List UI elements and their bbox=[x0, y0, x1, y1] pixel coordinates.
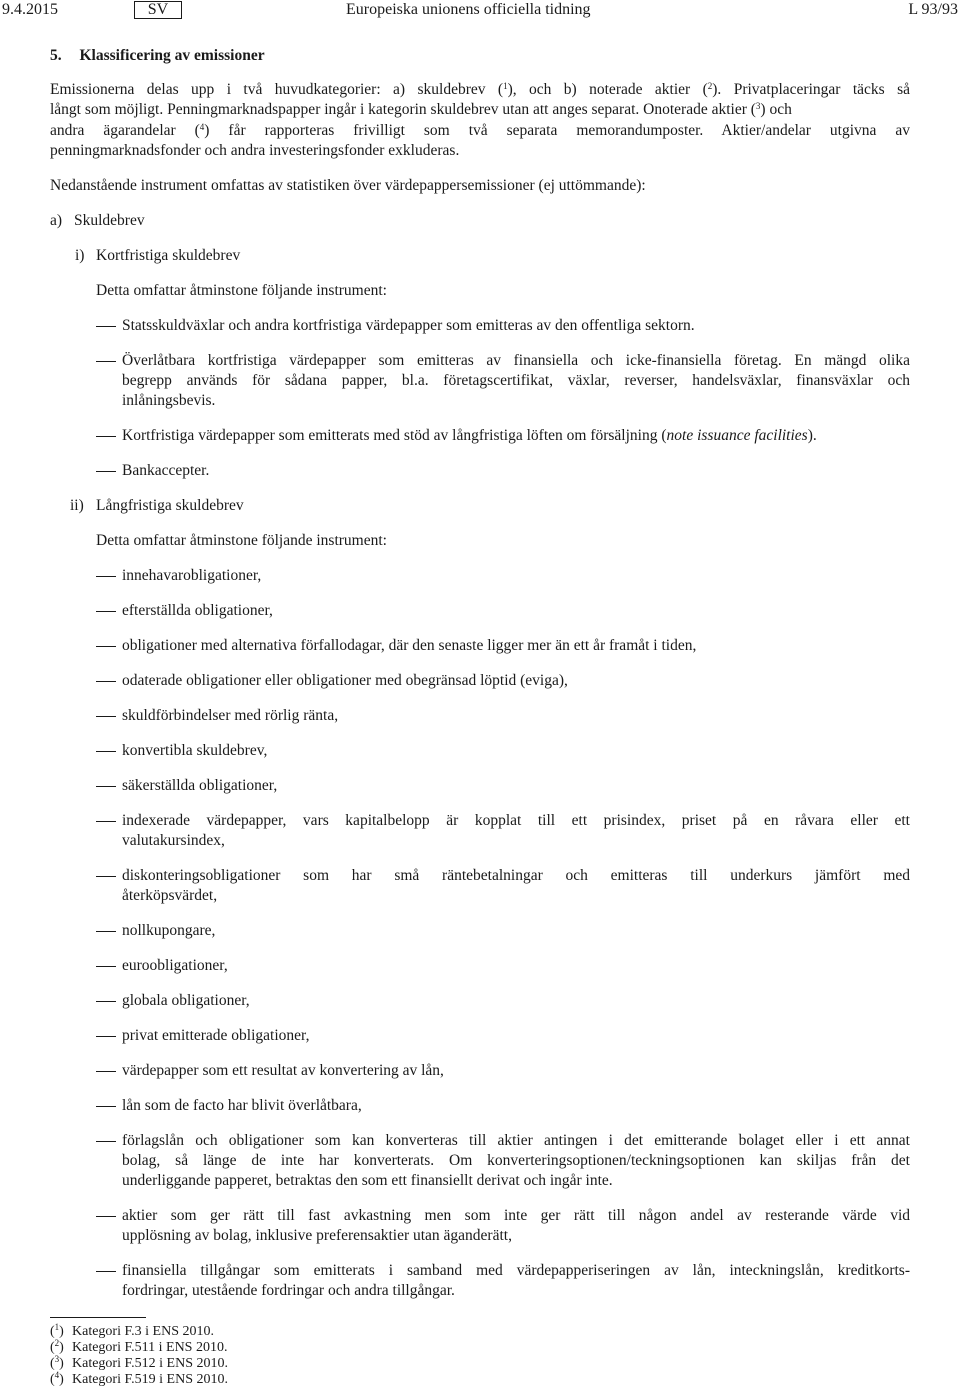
list-item-text: finansiella tillgångar som emitterats i samband med värdepapperiseringen av lån, inteckningslån, kreditkorts- bbox=[122, 1262, 910, 1279]
intro-paragraph-line: Emissionerna delas upp i två huvudkategorier: a) skuldebrev ($^1$), och b) noterade aktier ($^2$). Privatplaceringar täcks så bbox=[50, 81, 910, 98]
list-item-text: obligationer med alternativa förfallodagar, där den senaste ligger mer än ett år framåt i tiden, bbox=[122, 637, 697, 654]
list-item-text: nollkupongare, bbox=[122, 922, 216, 939]
list-item-text: Kortfristiga värdepapper som emitterats med stöd av långfristiga löften om försäljning (note issuance facilities). bbox=[122, 427, 817, 444]
footnote bbox=[50, 1372, 228, 1388]
em-dash-bullet bbox=[96, 1271, 116, 1272]
group-a-marker: a) bbox=[50, 212, 63, 229]
em-dash-bullet bbox=[96, 326, 116, 327]
footnote-number: ($^2$) bbox=[50, 1338, 64, 1355]
list-item-text: bolag, så länge de inte har konverterats. Om konverteringsoptionen/teckningsoptionen kan skiljas från det bbox=[122, 1152, 910, 1169]
em-dash-bullet bbox=[96, 876, 116, 877]
intro-paragraph-line: andra ägarandelar ($^4$) får rapporteras frivilligt som två separata memorandumposter. Aktier/andelar utgivna av bbox=[50, 122, 910, 139]
em-dash-bullet bbox=[96, 1216, 116, 1217]
footnote-divider bbox=[50, 1317, 146, 1318]
em-dash-bullet bbox=[96, 436, 116, 437]
list-item-text: valutakursindex, bbox=[122, 832, 225, 849]
footnote bbox=[50, 1340, 227, 1356]
footnote bbox=[50, 1324, 214, 1340]
em-dash-bullet bbox=[96, 1001, 116, 1002]
section-number: 5. bbox=[50, 47, 62, 64]
list-item-text: globala obligationer, bbox=[122, 992, 250, 1009]
footnote bbox=[50, 1356, 228, 1372]
list-item-text: förlagslån och obligationer som kan konverteras till aktier antingen i det emitterande bolaget eller i ett annat bbox=[122, 1132, 910, 1149]
em-dash-bullet bbox=[96, 1141, 116, 1142]
em-dash-bullet bbox=[96, 681, 116, 682]
em-dash-bullet bbox=[96, 1036, 116, 1037]
list-item-text: efterställda obligationer, bbox=[122, 602, 273, 619]
list-item-text: återköpsvärdet, bbox=[122, 887, 218, 904]
list-item-text: diskonteringsobligationer som har små räntebetalningar och emitteras till underkurs jämfört med bbox=[122, 867, 910, 884]
list-item-text: upplösning av bolag, inklusive preferensaktier utan äganderätt, bbox=[122, 1227, 512, 1244]
em-dash-bullet bbox=[96, 786, 116, 787]
em-dash-bullet bbox=[96, 646, 116, 647]
footnote-ref: 4 bbox=[199, 122, 205, 132]
footnote-text: Kategori F.3 i ENS 2010. bbox=[72, 1324, 214, 1339]
em-dash-bullet bbox=[96, 821, 116, 822]
intro-paragraph-line: penningmarknadsfonder och andra investeringsfonder exkluderas. bbox=[50, 142, 460, 159]
list-item-text: Överlåtbara kortfristiga värdepapper som emitteras av finansiella och icke-finansiella företag. En mängd olika bbox=[122, 352, 910, 369]
section-title: Klassificering av emissioner bbox=[79, 47, 265, 64]
footnote-number: ($^1$) bbox=[50, 1322, 64, 1339]
language-badge: SV bbox=[134, 1, 182, 19]
em-dash-bullet bbox=[96, 751, 116, 752]
group-a-label: Skuldebrev bbox=[74, 212, 145, 229]
em-dash-bullet bbox=[96, 1071, 116, 1072]
sub-ii-label: Långfristiga skuldebrev bbox=[96, 497, 244, 514]
list-item-text: innehavarobligationer, bbox=[122, 567, 262, 584]
page-number: L 93/93 bbox=[908, 1, 958, 18]
list-item-text: odaterade obligationer eller obligationer med obegränsad löptid (eviga), bbox=[122, 672, 568, 689]
em-dash-bullet bbox=[96, 576, 116, 577]
footnote-ref: 1 bbox=[503, 81, 508, 91]
list-item-text: värdepapper som ett resultat av konvertering av lån, bbox=[122, 1062, 444, 1079]
footnote-text: Kategori F.511 i ENS 2010. bbox=[72, 1340, 228, 1355]
list-item-text: säkerställda obligationer, bbox=[122, 777, 278, 794]
list-item-text: fordringar, utestående fordringar och andra tillgångar. bbox=[122, 1282, 455, 1299]
footnote-text: Kategori F.512 i ENS 2010. bbox=[72, 1356, 228, 1371]
section-heading bbox=[50, 46, 265, 66]
em-dash-bullet bbox=[96, 361, 116, 362]
em-dash-bullet bbox=[96, 611, 116, 612]
footnote-ref: 3 bbox=[755, 101, 761, 111]
list-item-text: skuldförbindelser med rörlig ränta, bbox=[122, 707, 339, 724]
list-item-text: Statsskuldväxlar och andra kortfristiga värdepapper som emitteras av den offentliga sektorn. bbox=[122, 317, 695, 334]
list-item-text: lån som de facto har blivit överlåtbara, bbox=[122, 1097, 362, 1114]
em-dash-bullet bbox=[96, 471, 116, 472]
em-dash-bullet bbox=[96, 1106, 116, 1107]
sub-i-label: Kortfristiga skuldebrev bbox=[96, 247, 241, 264]
list-item-text: konvertibla skuldebrev, bbox=[122, 742, 268, 759]
list-item-text: euroobligationer, bbox=[122, 957, 228, 974]
footnote-number: ($^4$) bbox=[50, 1370, 64, 1387]
em-dash-bullet bbox=[96, 716, 116, 717]
footnote-text: Kategori F.519 i ENS 2010. bbox=[72, 1372, 228, 1387]
lead-paragraph: Nedanstående instrument omfattas av statistiken över värdepappersemissioner (ej uttömmande): bbox=[50, 177, 646, 194]
em-dash-bullet bbox=[96, 966, 116, 967]
list-item-text: underliggande papperet, betraktas den som ett finansiellt derivat och ingår inte. bbox=[122, 1172, 613, 1189]
sub-ii-marker: ii) bbox=[70, 497, 84, 514]
footnote-ref: 2 bbox=[707, 81, 713, 91]
list-item-text: Bankaccepter. bbox=[122, 462, 210, 479]
list-item-text: aktier som ger rätt till fast avkastning men som inte ger rätt till någon andel av resterande värde vid bbox=[122, 1207, 910, 1224]
em-dash-bullet bbox=[96, 931, 116, 932]
intro-paragraph-line: långt som möjligt. Penningmarknadspapper ingår i kategorin skuldebrev utan att anges separat. Onoterade aktier ($^3$) och bbox=[50, 101, 792, 118]
list-item-text: privat emitterade obligationer, bbox=[122, 1027, 310, 1044]
list-item-text: indexerade värdepapper, vars kapitalbelopp är kopplat till ett prisindex, priset på en råvara eller ett bbox=[122, 812, 910, 829]
page-header bbox=[0, 0, 960, 20]
sub-i-marker: i) bbox=[75, 247, 85, 264]
list-item-text: begrepp används för sådana papper, bl.a. företagscertifikat, växlar, reverser, handelsväxlar, finansväxlar och bbox=[122, 372, 910, 389]
footnote-number: ($^3$) bbox=[50, 1354, 64, 1371]
journal-title: Europeiska unionens officiella tidning bbox=[346, 1, 591, 18]
list-item-text: inlåningsbevis. bbox=[122, 392, 216, 409]
sub-i-intro: Detta omfattar åtminstone följande instrument: bbox=[96, 282, 387, 299]
header-date: 9.4.2015 bbox=[2, 1, 58, 18]
sub-ii-intro: Detta omfattar åtminstone följande instrument: bbox=[96, 532, 387, 549]
